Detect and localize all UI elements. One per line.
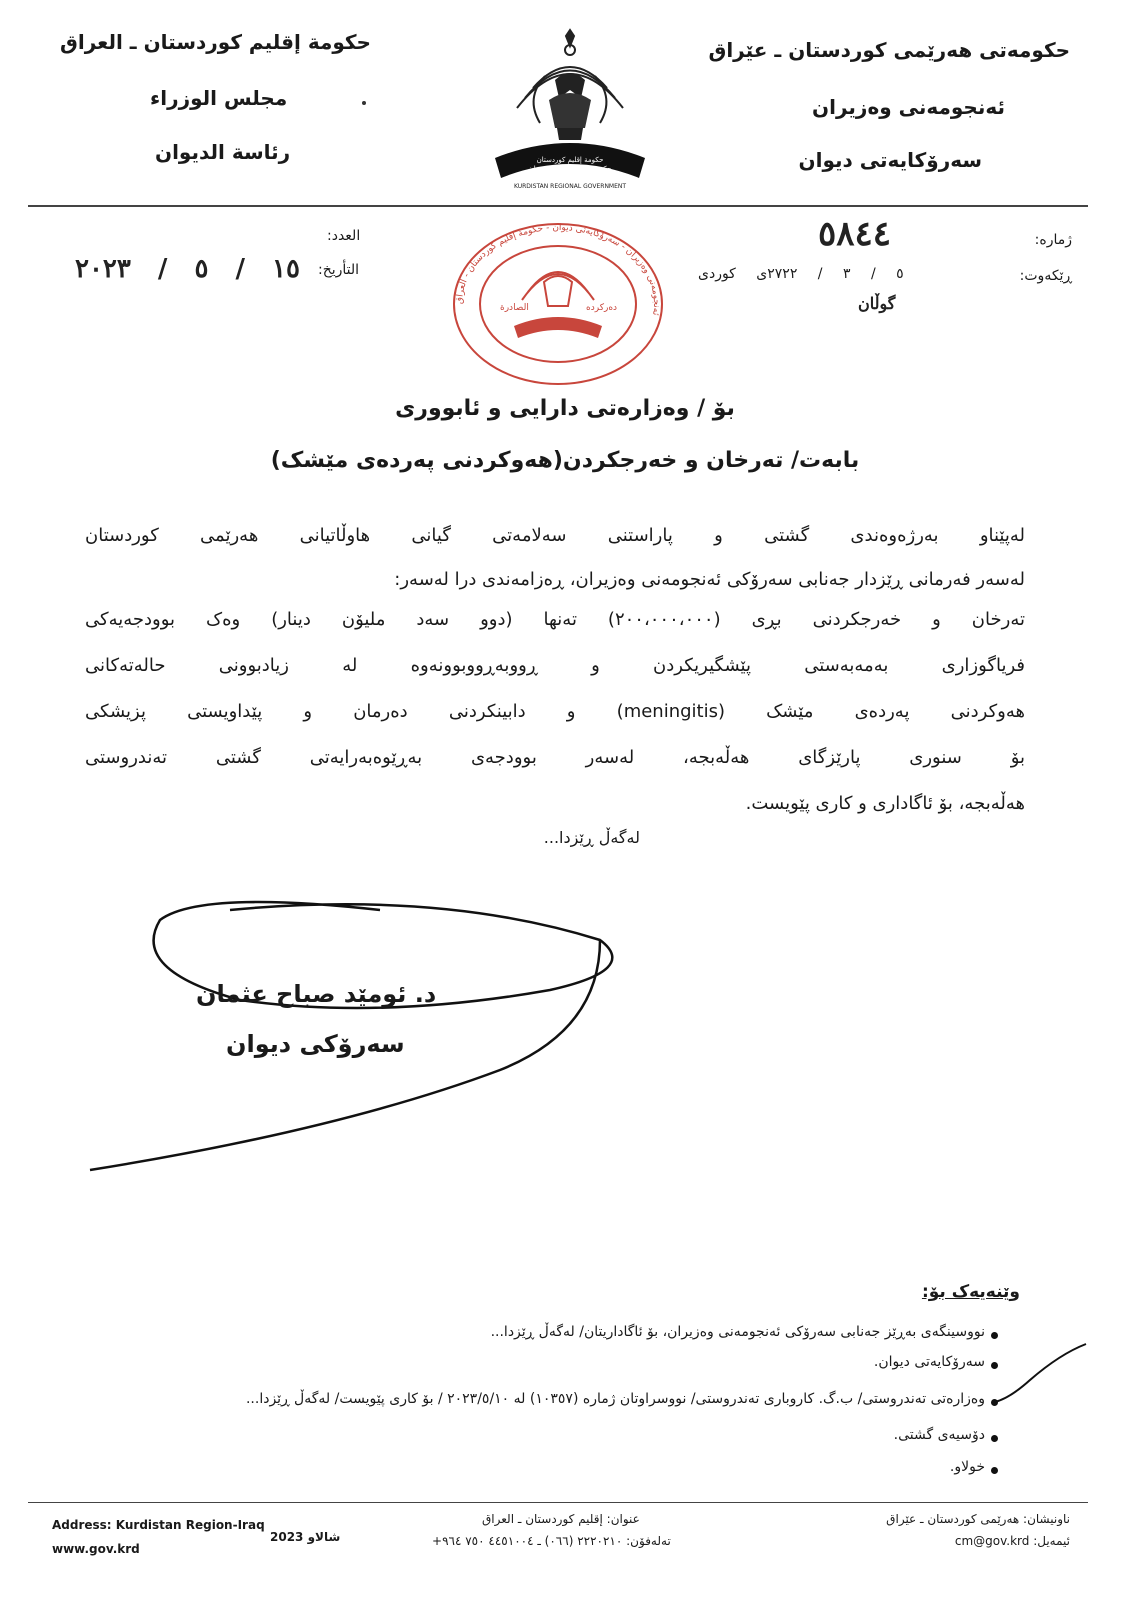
ar-date-value: ١٥ / ٥ / ٢٠٢٣ bbox=[75, 254, 300, 284]
footer-address-en: Address: Kurdistan Region-Iraq bbox=[52, 1518, 265, 1532]
official-stamp bbox=[448, 222, 668, 386]
header-title-ku: حکومەتی هەرێمی کوردستان ـ عێراق bbox=[708, 38, 1070, 62]
cc-item-5: خولاو. bbox=[949, 1459, 985, 1475]
ar-date-label: التأريخ: bbox=[318, 262, 360, 278]
footer-address-ku: ناونیشان: هەرێمی کوردستان ـ عێراق bbox=[886, 1512, 1070, 1526]
stamp-seal bbox=[448, 222, 668, 386]
cc-bullet-5 bbox=[991, 1467, 998, 1474]
logo-text-ku: حکومەتی هەرێمی کوردستان bbox=[528, 165, 612, 173]
body-line-6: بۆ سنوری پارێزگای هەڵەبجە، لەسەر بوودجەی بەڕێوەبەرایەتی گشتی تەندروستی bbox=[85, 747, 1025, 768]
number-label: ژمارە: bbox=[1034, 232, 1072, 248]
date-value: ٥ / ٣ / ٢٧٢٢ی کوردی bbox=[698, 266, 904, 282]
logo-text-ar: حكومة إقليم كوردستان bbox=[536, 156, 604, 164]
footer-email: ئیمەیل: cm@gov.krd bbox=[954, 1534, 1070, 1548]
footer-divider bbox=[28, 1502, 1088, 1503]
cc-heading: وێنەیەک بۆ: bbox=[921, 1282, 1020, 1302]
stamp-inner-right: دەرکردە bbox=[586, 303, 618, 313]
logo-caption: KURDISTAN REGIONAL GOVERNMENT bbox=[513, 183, 627, 190]
header-council-ar: مجلس الوزراء bbox=[150, 86, 288, 110]
date-label: ڕێکەوت: bbox=[1019, 268, 1072, 284]
header-divider bbox=[28, 205, 1088, 207]
header-office-ku: سەرۆکایەتی دیوان bbox=[798, 148, 982, 172]
header-title-ar: حكومة إقليم كوردستان ـ العراق bbox=[60, 30, 371, 54]
header-council-ku: ئەنجومەنی وەزیران bbox=[812, 95, 1005, 119]
body-line-4: فریاگوزاری بەمەبەستی پێشگیریکردن و ڕووبەڕووبوونەوە لە زیادبوونی حالەتەکانی bbox=[85, 655, 1025, 676]
letter-subject: بابەت/ تەرخان و خەرجکردن(هەوکردنی پەردەی مێشک) bbox=[270, 448, 860, 473]
cc-item-4: دۆسیەی گشتی. bbox=[893, 1427, 985, 1443]
body-line-3: تەرخان و خەرجکردنی بڕی (٢٠٠،٠٠٠،٠٠٠) تەنها (دوو سەد ملیۆن دینار) وەک بوودجەیەکی bbox=[85, 609, 1025, 630]
cc-bullet-4 bbox=[991, 1435, 998, 1442]
letter-recipient: بۆ / وەزارەتی دارایی و ئابووری bbox=[395, 396, 735, 421]
body-line-5: هەوکردنی پەردەی مێشک (meningitis) و دابینکردنی دەرمان و پێداویستی پزیشکی bbox=[85, 701, 1025, 722]
krg-emblem-icon bbox=[485, 28, 655, 190]
stamp-ring-text: ئەنجومەنی وەزیران - سەرۆکایەتی دیوان - حكومة إقليم كوردستان - العراق bbox=[454, 222, 662, 317]
footer-year: شالاو 2023 bbox=[270, 1530, 341, 1544]
footer-address-ar: عنوان: إقليم كوردستان ـ العراق bbox=[482, 1512, 640, 1526]
cc-bullet-1 bbox=[991, 1332, 998, 1339]
ar-number-label: العدد: bbox=[327, 228, 361, 244]
signatory-name: د. ئومێد صباح عثمان bbox=[196, 980, 437, 1008]
closing-greeting: لەگەڵ ڕێزدا... bbox=[543, 828, 640, 847]
signatory-title: سەرۆکی دیوان bbox=[226, 1030, 405, 1058]
month-note: گوڵان bbox=[858, 294, 896, 313]
check-stroke-icon bbox=[990, 1340, 1090, 1420]
body-line-2: لەسەر فەرمانی ڕێزدار جەنابی سەرۆکی ئەنجومەنی وەزیران، ڕەزامەندی درا لەسەر: bbox=[394, 569, 1025, 590]
footer-website: www.gov.krd bbox=[52, 1542, 140, 1556]
body-line-7: هەڵەبجە، بۆ ئاگاداری و کاری پێویست. bbox=[745, 793, 1025, 814]
header-dot bbox=[362, 101, 366, 105]
krg-emblem bbox=[485, 28, 655, 190]
cc-item-2: سەرۆکایەتی دیوان. bbox=[873, 1354, 985, 1370]
cc-item-3: وەزارەتی تەندروستی/ ب.گ. کاروباری تەندروستی/ نووسراوتان ژمارە (١٠٣٥٧) لە ٢٠٢٣/٥/١٠ / بۆ کاری پێویست/ لەگەڵ ڕێزدا... bbox=[245, 1391, 985, 1407]
cc-checkmark bbox=[990, 1340, 1090, 1420]
footer-phone: تەلەفۆن: ٢٢٢٠٢١٠ (٠٦٦) ـ ٤٤٥١٠٠٤ ٧٥٠ ٩٦٤+ bbox=[432, 1534, 671, 1548]
header-office-ar: رئاسة الديوان bbox=[155, 140, 291, 164]
body-line-1: لەپێناو بەرژەوەندی گشتی و پاراستنی سەلامەتی گیانی هاوڵاتیانی هەرێمی کوردستان bbox=[85, 525, 1025, 546]
stamp-inner-left: الصادرة bbox=[500, 303, 529, 313]
cc-item-1: نووسینگەی بەڕێز جەنابی سەرۆکی ئەنجومەنی وەزیران، بۆ ئاگاداریتان/ لەگەڵ ڕێزدا... bbox=[490, 1324, 985, 1340]
number-value: ٥٨٤٤ bbox=[818, 214, 892, 254]
